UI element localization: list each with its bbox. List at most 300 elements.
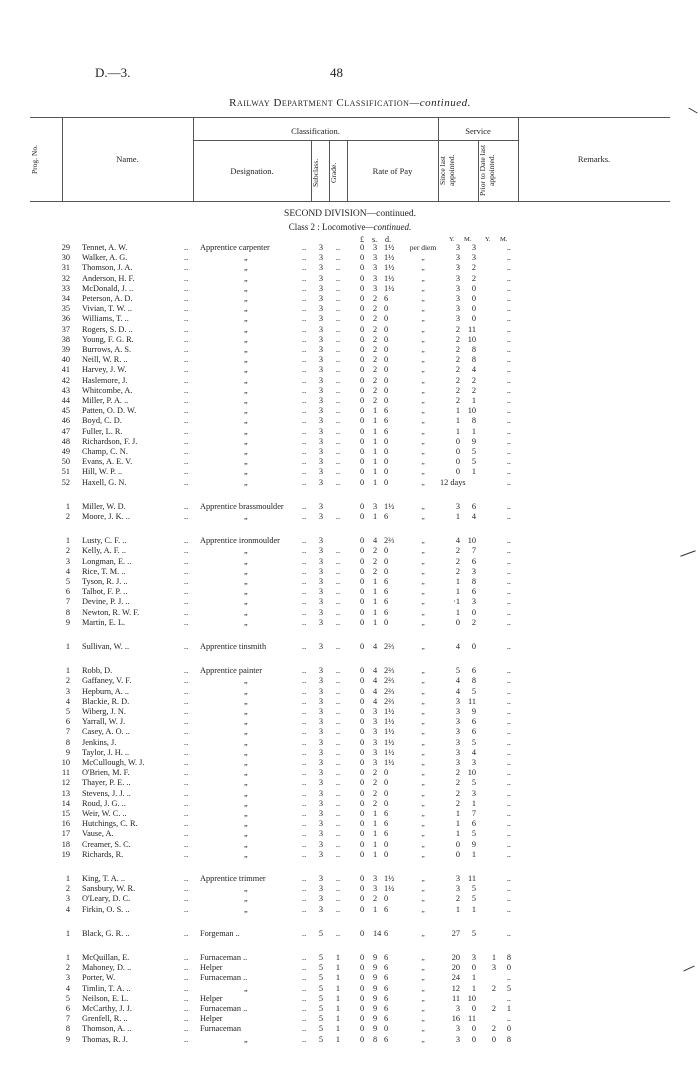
name: Mahoney, D. .. (82, 963, 132, 973)
prior-months: .. (506, 355, 511, 365)
pay-pence: 1½ (384, 737, 395, 747)
leader-dots: .. (184, 385, 189, 395)
designation: Forgeman .. (200, 928, 240, 938)
designation: „ (244, 617, 248, 627)
pay-period: „ (421, 617, 425, 627)
prog-no: 11 (62, 768, 70, 778)
header-remarks: Remarks. (577, 154, 611, 164)
prior-months: .. (506, 501, 511, 511)
prog-no: 29 (61, 243, 70, 252)
table-row (0, 512, 700, 522)
designation: „ (244, 737, 248, 747)
pay-period: per diem (409, 243, 437, 252)
service-months: 8 (471, 345, 476, 354)
service-years: 2 (455, 788, 460, 798)
service-months: 11 (468, 696, 476, 706)
subclass: 5 (318, 1034, 324, 1044)
prog-no: 3 (65, 973, 70, 983)
leader-dots: .. (184, 396, 189, 405)
pay-shillings: 1 (373, 457, 378, 467)
leader-dots: .. (184, 263, 189, 273)
prior-months: .. (506, 874, 511, 883)
service-years: 2 (455, 334, 460, 344)
leader-dots: .. (184, 983, 189, 993)
pay-pence: 6 (384, 512, 389, 521)
pay-shillings: 1 (373, 436, 378, 446)
prior-months: .. (506, 334, 511, 344)
designation: Helper (200, 1014, 223, 1024)
pay-shillings: 3 (373, 884, 378, 894)
prog-no: 7 (65, 1014, 70, 1024)
leader-dots: .. (302, 717, 307, 727)
service-months: 6 (471, 556, 476, 566)
name: Boyd, C. D. (82, 416, 122, 426)
prior-months: .. (506, 385, 511, 395)
pay-period: „ (421, 597, 425, 607)
grade: .. (335, 798, 341, 808)
leader-dots: .. (302, 747, 307, 757)
pay-period: „ (421, 839, 425, 849)
prior-months: .. (506, 758, 511, 767)
service-years: 1 (455, 607, 460, 617)
prog-no: 17 (61, 829, 70, 839)
grade: .. (335, 345, 341, 354)
pay-shillings: 9 (373, 1004, 378, 1013)
service-years: ·1 (453, 597, 460, 607)
prior-months: .. (506, 263, 511, 273)
leader-dots: .. (184, 536, 189, 546)
leader-dots: .. (184, 747, 189, 757)
service-months: 1 (471, 467, 476, 477)
leader-dots: .. (302, 304, 307, 314)
pay-pence: 6 (384, 607, 389, 617)
prior-months: .. (506, 973, 511, 983)
leader-dots: .. (184, 642, 189, 651)
table-row (0, 973, 700, 983)
pay-pounds: 0 (360, 426, 365, 436)
pay-pounds: 0 (360, 696, 365, 706)
leader-dots: .. (184, 1024, 189, 1034)
pay-period: „ (421, 849, 425, 859)
name: Jenkins, J. (82, 737, 117, 747)
service-months: 3 (471, 597, 476, 607)
grade: .. (335, 904, 341, 914)
pay-shillings: 1 (373, 607, 378, 617)
designation: „ (244, 436, 248, 446)
pay-shillings: 3 (373, 263, 378, 273)
leader-dots: .. (184, 768, 189, 778)
prog-no: 31 (61, 263, 70, 273)
subclass: 3 (318, 536, 324, 546)
leader-dots: .. (302, 536, 307, 546)
leader-dots: .. (302, 597, 307, 607)
subclass: 3 (318, 839, 324, 849)
pay-shillings: 1 (373, 416, 378, 426)
prior-years: 0 (491, 1034, 496, 1044)
pay-shillings: 3 (373, 253, 378, 263)
pay-period: „ (421, 447, 425, 456)
designation: „ (244, 819, 248, 829)
service-months: 0 (471, 1004, 476, 1013)
table-row (0, 314, 700, 324)
subclass: 3 (318, 849, 324, 859)
leader-dots: .. (302, 334, 307, 344)
pay-pence: 6 (384, 904, 389, 914)
subclass: 5 (318, 973, 324, 983)
prior-months: .. (506, 928, 511, 938)
table-row (0, 243, 700, 253)
pay-period: „ (421, 727, 425, 737)
name: Devine, P. J. .. (82, 597, 130, 607)
leader-dots: .. (184, 501, 189, 511)
leader-dots: .. (302, 676, 307, 686)
name: Sullivan, W. .. (82, 642, 130, 651)
table-row (0, 717, 700, 727)
prog-no: 13 (61, 788, 70, 798)
pay-pence: 0 (384, 457, 389, 467)
pay-period: „ (421, 676, 425, 686)
table-row (0, 1035, 700, 1045)
subclass: 3 (318, 577, 324, 586)
leader-dots: .. (184, 283, 189, 293)
subclass: 3 (318, 819, 324, 829)
pay-shillings: 2 (373, 385, 378, 395)
leader-dots: .. (184, 788, 189, 798)
leader-dots: .. (184, 406, 189, 416)
grade: .. (335, 686, 341, 696)
grade: .. (335, 758, 341, 767)
leader-dots: .. (184, 577, 189, 586)
pay-shillings: 3 (373, 501, 378, 511)
pay-pounds: 0 (360, 447, 365, 456)
pay-period: „ (421, 983, 425, 993)
service-months: 3 (471, 566, 476, 576)
prior-months: .. (506, 904, 511, 914)
name: Richards, R. (82, 849, 124, 859)
leader-dots: .. (184, 355, 189, 365)
subclass: 3 (318, 747, 324, 757)
pay-period: „ (421, 993, 425, 1003)
pay-period: „ (421, 642, 425, 651)
pay-pence: 0 (384, 365, 389, 375)
pay-pence: 6 (384, 587, 389, 597)
pay-shillings: 2 (373, 768, 378, 778)
name: Thomson, J. A. (82, 263, 133, 273)
prog-no: 15 (61, 809, 70, 818)
unit-shillings: s. (372, 235, 378, 244)
prog-no: 1 (65, 953, 70, 962)
subclass: 3 (318, 253, 324, 263)
pay-period: „ (421, 953, 425, 962)
subclass: 3 (318, 447, 324, 456)
prior-months: .. (506, 1014, 511, 1024)
pay-shillings: 1 (373, 819, 378, 829)
pay-pence: 1½ (384, 758, 395, 767)
pay-shillings: 3 (373, 874, 378, 883)
unit-pence: d. (385, 235, 391, 244)
pay-period: „ (421, 294, 425, 303)
table-row (0, 1024, 700, 1034)
pay-shillings: 2 (373, 566, 378, 576)
service-years: 2 (455, 396, 460, 405)
service-years: 3 (455, 263, 460, 273)
pay-shillings: 1 (373, 477, 378, 487)
prog-no: 4 (65, 983, 70, 993)
prior-months: .. (506, 512, 511, 521)
pay-pence: 2⅔ (384, 666, 395, 676)
prior-months: .. (506, 642, 511, 651)
prior-months: .. (506, 447, 511, 456)
prog-no: 3 (65, 894, 70, 904)
subclass: 3 (318, 457, 324, 467)
subclass: 3 (318, 426, 324, 436)
page-title (0, 97, 700, 109)
pay-pence: 6 (384, 963, 389, 973)
service-months: 5 (471, 457, 476, 467)
pay-pounds: 0 (360, 617, 365, 627)
grade: .. (335, 894, 341, 904)
subclass: 3 (318, 304, 324, 314)
prog-no: 37 (61, 324, 70, 334)
table-row (0, 597, 700, 607)
service-years: 1 (455, 577, 460, 586)
grade: .. (335, 334, 341, 344)
pay-pence: 1½ (384, 263, 395, 273)
name: Talbot, F. P. .. (82, 587, 128, 597)
table-row (0, 587, 700, 597)
name: Young, F. G. R. (82, 334, 134, 344)
service-months: 3 (471, 758, 476, 767)
pay-pounds: 0 (360, 819, 365, 829)
pay-pounds: 0 (360, 416, 365, 426)
table-row (0, 396, 700, 406)
pay-shillings: 3 (373, 273, 378, 283)
pay-shillings: 9 (373, 973, 378, 983)
subclass: 3 (318, 727, 324, 737)
prior-months: .. (506, 617, 511, 627)
service-months: 11 (468, 1014, 476, 1024)
leader-dots: .. (302, 467, 307, 477)
designation: „ (244, 587, 248, 597)
pay-period: „ (421, 973, 425, 983)
grade: .. (335, 546, 341, 556)
grade: .. (335, 884, 341, 894)
prog-no: 1 (65, 928, 70, 938)
service-years: 20 (451, 953, 460, 962)
table-row (0, 467, 700, 477)
pay-pence: 6 (384, 597, 389, 607)
prior-months: .. (506, 253, 511, 263)
leader-dots: .. (184, 904, 189, 914)
pay-pounds: 0 (360, 556, 365, 566)
pay-pence: 6 (384, 1014, 389, 1024)
table-row (0, 799, 700, 809)
pay-pence: 0 (384, 617, 389, 627)
prior-months: .. (506, 587, 511, 597)
service-months: 10 (467, 406, 476, 416)
pay-shillings: 2 (373, 345, 378, 354)
service-months: 10 (467, 334, 476, 344)
name: King, T. A. .. (82, 874, 126, 883)
leader-dots: .. (302, 365, 307, 375)
name: Harvey, J. W. (82, 365, 127, 375)
prog-no: 4 (65, 566, 70, 576)
header-service: Service (465, 126, 491, 136)
designation: „ (244, 904, 248, 914)
grade: .. (335, 243, 341, 252)
table-row (0, 1014, 700, 1024)
classification-rule (193, 140, 438, 141)
prior-months: .. (506, 477, 511, 487)
leader-dots: .. (184, 874, 189, 883)
subclass: 3 (318, 385, 324, 395)
service-years: 4 (455, 686, 460, 696)
leader-dots: .. (302, 556, 307, 566)
leader-dots: .. (184, 477, 189, 487)
prior-months: .. (506, 324, 511, 334)
subclass: 3 (318, 566, 324, 576)
pay-period: „ (421, 314, 425, 324)
pay-pounds: 0 (360, 884, 365, 894)
pay-pounds: 0 (360, 365, 365, 375)
service-months: 8 (471, 355, 476, 365)
service-years: 1 (455, 904, 460, 914)
pay-pounds: 0 (360, 501, 365, 511)
leader-dots: .. (302, 839, 307, 849)
service-months: 7 (471, 809, 476, 818)
designation: Helper (200, 993, 223, 1003)
name: Patten, O. D. W. (82, 406, 137, 416)
pay-period: „ (421, 273, 425, 283)
pay-period: „ (421, 536, 425, 546)
table-row (0, 437, 700, 447)
designation: „ (244, 884, 248, 894)
service-years: 1 (455, 406, 460, 416)
name: Williams, T. .. (82, 314, 129, 324)
header-top-rule (30, 117, 670, 118)
title-continued: —continued. (409, 97, 471, 109)
name: Evans, A. E. V. (82, 457, 133, 467)
service-years: 3 (455, 243, 460, 252)
prog-no: 5 (65, 707, 70, 716)
leader-dots: .. (184, 597, 189, 607)
table-row (0, 789, 700, 799)
subclass: 3 (318, 263, 324, 273)
service-months: 5 (471, 894, 476, 904)
leader-dots: .. (302, 727, 307, 737)
name: Weir, W. C. .. (82, 809, 127, 818)
pay-pence: 1½ (384, 884, 395, 894)
pay-pence: 1½ (384, 707, 395, 716)
name: Hutchings, C. R. (82, 819, 138, 829)
header-bottom-rule (30, 201, 670, 202)
leader-dots: .. (302, 707, 307, 716)
pay-pounds: 0 (360, 953, 365, 962)
pay-period: „ (421, 587, 425, 597)
service-months: 3 (471, 788, 476, 798)
name: Grenfell, R. .. (82, 1014, 128, 1024)
designation: „ (244, 477, 248, 487)
page-number: 48 (330, 65, 343, 80)
subclass: 3 (318, 642, 324, 651)
service-years: 4 (455, 536, 460, 546)
pay-period: „ (421, 963, 425, 973)
pay-shillings: 8 (373, 1034, 378, 1044)
pay-shillings: 1 (373, 406, 378, 416)
table-row (0, 748, 700, 758)
grade: .. (335, 426, 341, 436)
service-months: 1 (471, 904, 476, 914)
leader-dots: .. (302, 607, 307, 617)
service-months: 0 (471, 963, 476, 973)
leader-dots: .. (302, 577, 307, 586)
pay-shillings: 4 (373, 686, 378, 696)
name: Yarrall, W. J. (82, 717, 126, 727)
pay-shillings: 3 (373, 243, 378, 252)
pay-period: „ (421, 283, 425, 293)
service-months: 0 (471, 642, 476, 651)
pay-shillings: 2 (373, 788, 378, 798)
prior-months: 1 (506, 1004, 511, 1013)
pay-pounds: 0 (360, 973, 365, 983)
name: Sansbury, W. R. (82, 884, 136, 894)
pay-shillings: 2 (373, 778, 378, 788)
subclass: 5 (318, 928, 324, 938)
name: Taylor, J. H. .. (82, 747, 130, 757)
service-years: 3 (455, 758, 460, 767)
prog-no: 9 (65, 617, 70, 627)
leader-dots: .. (184, 666, 189, 676)
service-months: 6 (471, 727, 476, 737)
leader-dots: .. (302, 426, 307, 436)
designation: Apprentice carpenter (200, 243, 270, 252)
designation: „ (244, 768, 248, 778)
subclass: 3 (318, 809, 324, 818)
prior-months: .. (506, 556, 511, 566)
prog-no: 30 (61, 253, 70, 263)
pay-period: „ (421, 355, 425, 365)
header-prior-to-date-last-appointed: Prior to Date last appointed. (478, 144, 496, 197)
leader-dots: .. (302, 294, 307, 303)
pay-pence: 0 (384, 396, 389, 405)
prog-no: 35 (61, 304, 70, 314)
subclass: 3 (318, 666, 324, 676)
designation: „ (244, 798, 248, 808)
pay-pounds: 0 (360, 707, 365, 716)
prior-months: .. (506, 457, 511, 467)
prog-no: 8 (65, 607, 70, 617)
prior-months: .. (506, 607, 511, 617)
pay-shillings: 3 (373, 747, 378, 757)
leader-dots: .. (302, 928, 307, 938)
service-years: 12 (451, 983, 460, 993)
leader-dots: .. (184, 426, 189, 436)
leader-dots: .. (302, 1034, 307, 1044)
prog-no: 2 (65, 676, 70, 686)
pay-pence: 0 (384, 778, 389, 788)
prior-months: .. (506, 365, 511, 375)
subclass: 3 (318, 243, 324, 252)
designation: „ (244, 707, 248, 716)
pay-shillings: 2 (373, 546, 378, 556)
prog-no: 44 (61, 396, 70, 405)
service-months: 4 (471, 747, 476, 757)
subclass: 3 (318, 884, 324, 894)
pay-pounds: 0 (360, 577, 365, 586)
pay-pounds: 0 (360, 566, 365, 576)
name: Timlin, T. A. .. (82, 983, 131, 993)
pay-pence: 2⅔ (384, 686, 395, 696)
